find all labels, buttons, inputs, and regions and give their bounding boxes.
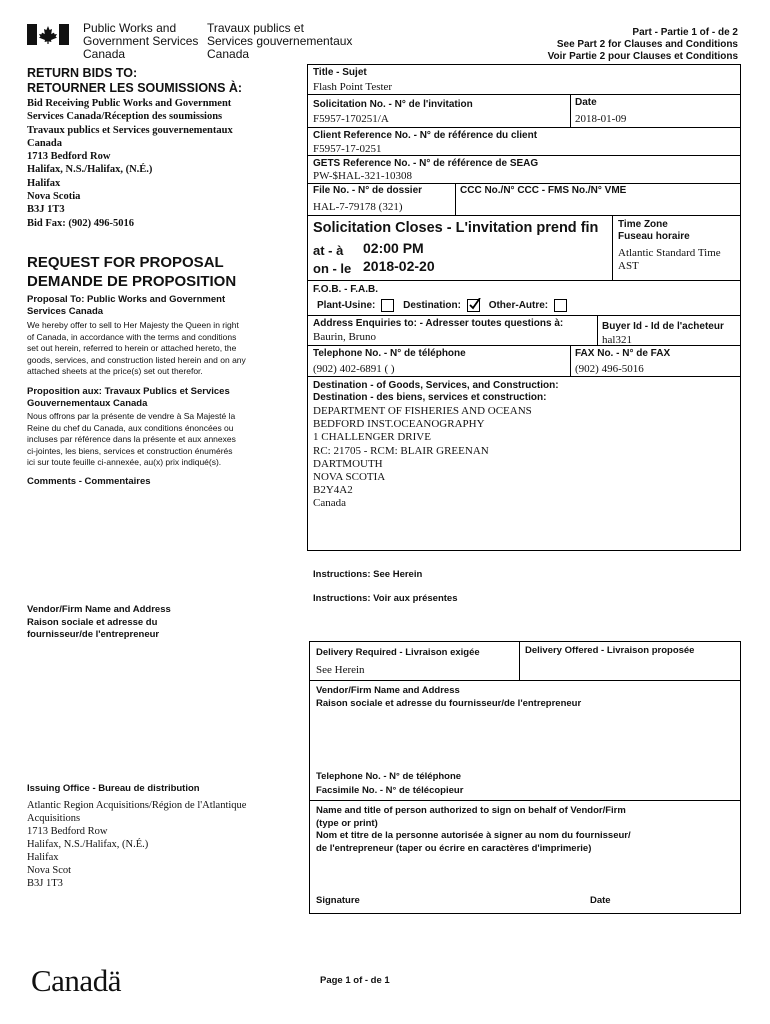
address-line: BEDFORD INST.OCEANOGRAPHY: [313, 418, 485, 431]
destination-goods-label-en: Destination - of Goods, Services, and Construction:: [313, 380, 559, 391]
title-label: Title - Sujet: [313, 67, 367, 78]
on-label: on - le: [313, 261, 352, 276]
department-name-en: [83, 22, 198, 61]
delivery-offered-label: Delivery Offered - Livraison proposée: [525, 645, 695, 656]
client-reference-label: Client Reference No. - N° de référence du client: [313, 130, 538, 141]
address-line: Services Canada/Réception des soumissions: [27, 111, 223, 123]
address-line: Atlantic Region Acquisitions/Région de l'Atlantique: [27, 800, 247, 811]
address-line: Travaux publics et Services gouvernementaux: [27, 124, 233, 136]
return-bids-title-en: RETURN BIDS TO:: [27, 66, 138, 80]
department-line: Canada: [83, 47, 126, 61]
time-zone-label-en: Time Zone: [618, 219, 668, 230]
fax-value: (902) 496-5016: [575, 363, 644, 375]
comments-label: Comments - Commentaires: [27, 476, 151, 487]
offer-line: set out herein, referred to herein or attached hereto, the: [27, 343, 237, 353]
address-enquiries-label: Address Enquiries to: - Adresser toutes questions à:: [313, 318, 564, 329]
closing-time-value: 02:00 PM: [363, 240, 424, 256]
department-line: Services gouvernementaux: [207, 34, 353, 48]
destination-goods-address: [313, 405, 532, 511]
instructions-en: Instructions: See Herein: [313, 569, 423, 580]
rfp-title-fr: DEMANDE DE PROPOSITION: [27, 273, 237, 290]
gets-reference-label: GETS Reference No. - N° de référence de SEAG: [313, 158, 539, 169]
time-zone-value: [618, 247, 721, 273]
instructions-fr: Instructions: Voir aux présentes: [313, 593, 458, 604]
plant-checkbox[interactable]: [381, 299, 394, 312]
proposal-to-line: Gouvernementaux Canada: [27, 397, 148, 409]
plant-label: Plant-Usine:: [317, 300, 376, 312]
auth-label-line: Name and title of person authorized to sign on behalf of Vendor/Firm: [316, 805, 626, 816]
other-checkbox[interactable]: [554, 299, 567, 312]
destination-label: Destination:: [403, 300, 461, 312]
destination-checkbox[interactable]: [467, 299, 480, 312]
authorized-name-field[interactable]: [316, 860, 736, 890]
vendor-name-label: Vendor/Firm Name and Address: [316, 685, 460, 696]
issuing-office-label: Issuing Office - Bureau de distribution: [27, 783, 200, 794]
return-bids-address: [27, 97, 233, 230]
address-enquiries-value: Baurin, Bruno: [313, 331, 376, 343]
offer-line: incluses par référence dans la présente et aux annexes: [27, 434, 236, 444]
rfp-title-en: REQUEST FOR PROPOSAL: [27, 254, 224, 271]
address-line: Bid Fax: (902) 496-5016: [27, 217, 135, 229]
address-line: B3J 1T3: [27, 204, 65, 216]
auth-label-line: (type or print): [316, 817, 378, 829]
auth-label-line: de l'entrepreneur (taper ou écrire en caractères d'imprimerie): [316, 842, 592, 854]
time-zone-label-fr: Fuseau horaire: [618, 231, 690, 242]
proposal-to-en: [27, 294, 225, 317]
telephone-value: (902) 402-6891 ( ): [313, 363, 395, 375]
telephone-label: Telephone No. - N° de téléphone: [313, 348, 466, 359]
address-line: Nova Scot: [27, 865, 72, 876]
offer-text-fr: [27, 411, 236, 469]
date-label: Date: [575, 97, 597, 108]
address-line: Halifax: [27, 177, 61, 189]
ccc-no-label: CCC No./N° CCC - FMS No./N° VME: [460, 185, 627, 196]
proposal-to-fr: [27, 386, 230, 409]
part-line: Voir Partie 2 pour Clauses et Conditions: [547, 51, 738, 62]
vendor-name-label-left: [27, 604, 171, 642]
address-line: DARTMOUTH: [313, 457, 383, 470]
proposal-to-line: Proposal To: Public Works and Government: [27, 294, 226, 305]
solicitation-closes-label: Solicitation Closes - L'invitation prend fin: [313, 220, 599, 236]
delivery-required-label: Delivery Required - Livraison exigée: [316, 647, 480, 658]
part-indicator: [548, 27, 738, 63]
vendor-label-line: fournisseur/de l'entrepreneur: [27, 629, 160, 640]
offer-line: We hereby offer to sell to Her Majesty the Queen in right: [27, 320, 239, 330]
department-name-fr: [207, 22, 352, 61]
vendor-name-label-fr: Raison sociale et adresse du fournisseur/de l'entrepreneur: [316, 698, 582, 709]
page-number: Page 1 of - de 1: [320, 975, 390, 986]
signature-date-label: Date: [590, 895, 611, 906]
offer-line: goods, services, and construction listed herein and on any: [27, 354, 246, 365]
fob-options: [317, 299, 573, 312]
address-line: 1 CHALLENGER DRIVE: [313, 431, 431, 444]
file-no-label: File No. - N° de dossier: [313, 185, 423, 196]
part-line: See Part 2 for Clauses and Conditions: [556, 39, 738, 50]
gets-reference-value: PW-$HAL-321-10308: [313, 170, 412, 182]
offer-line: attached sheets at the price(s) set out therefor.: [27, 366, 203, 376]
proposal-to-line: Services Canada: [27, 305, 104, 317]
canada-wordmark: Canadä: [31, 963, 121, 998]
vendor-label-line: Vendor/Firm Name and Address: [27, 604, 171, 615]
issuing-office-address: [27, 799, 246, 890]
address-line: Halifax, N.S./Halifax, (N.É.): [27, 164, 153, 176]
address-line: DEPARTMENT OF FISHERIES AND OCEANS: [313, 405, 532, 417]
auth-label-line: Nom et titre de la personne autorisée à signer au nom du fournisseur/: [316, 830, 631, 841]
title-value: Flash Point Tester: [313, 81, 393, 93]
offer-line: of Canada, in accordance with the terms and conditions: [27, 331, 237, 342]
buyer-id-label: Buyer Id - Id de l'acheteur: [602, 321, 724, 332]
canada-flag-icon: [27, 24, 69, 45]
buyer-id-value: hal321: [602, 334, 632, 345]
address-line: Canada: [313, 497, 346, 510]
vendor-telephone-label: Telephone No. - N° de téléphone: [316, 771, 462, 782]
address-line: RC: 21705 - RCM: BLAIR GREENAN: [313, 444, 489, 457]
address-line: B2Y4A2: [313, 484, 353, 497]
destination-goods-label-fr: Destination - des biens, services et construction:: [313, 392, 547, 403]
department-line: Travaux publics et: [207, 21, 304, 35]
offer-line: Nous offrons par la présente de vendre à Sa Majesté la: [27, 411, 236, 421]
address-line: Canada: [27, 137, 63, 149]
time-zone-line: Atlantic Standard Time: [618, 247, 721, 259]
solicitation-no-label: Solicitation No. - N° de l'invitation: [313, 99, 473, 110]
delivery-required-value: See Herein: [316, 664, 365, 676]
proposal-to-line: Proposition aux: Travaux Publics et Services: [27, 386, 230, 397]
department-line: Government Services: [83, 34, 199, 48]
part-line: Part - Partie 1 of - de 2: [632, 27, 738, 38]
solicitation-no-value: F5957-170251/A: [313, 113, 389, 125]
offer-line: ici sur toute feuille ci-annexée, au(x) prix indiqué(s).: [27, 457, 222, 467]
address-line: Nova Scotia: [27, 191, 81, 203]
fob-label: F.O.B. - F.A.B.: [313, 284, 378, 295]
time-zone-line: AST: [618, 260, 639, 272]
date-value: 2018-01-09: [575, 113, 627, 125]
other-label: Other-Autre:: [488, 300, 549, 312]
client-reference-value: F5957-17-0251: [313, 143, 382, 155]
address-line: Bid Receiving Public Works and Government: [27, 98, 232, 109]
fax-label: FAX No. - N° de FAX: [575, 348, 671, 359]
signature-label: Signature: [316, 895, 360, 906]
address-line: B3J 1T3: [27, 878, 63, 889]
vendor-fax-label: Facsimile No. - N° de télécopieur: [316, 785, 464, 796]
file-no-value: HAL-7-79178 (321): [313, 201, 403, 213]
authorized-name-label: [316, 805, 631, 855]
address-line: 1713 Bedford Row: [27, 151, 111, 163]
return-bids-title-fr: RETOURNER LES SOUMISSIONS À:: [27, 81, 243, 95]
offer-line: ci-jointes, les biens, services et construction énumérés: [27, 445, 233, 456]
department-line: Public Works and: [83, 21, 177, 35]
address-line: 1713 Bedford Row: [27, 826, 108, 837]
closing-date-value: 2018-02-20: [363, 258, 435, 274]
vendor-label-line: Raison sociale et adresse du: [27, 616, 158, 628]
vendor-name-field[interactable]: [316, 714, 736, 768]
address-line: Halifax, N.S./Halifax, (N.É.): [27, 839, 149, 850]
at-label: at - à: [313, 243, 344, 258]
address-line: Acquisitions: [27, 813, 81, 824]
address-line: NOVA SCOTIA: [313, 471, 386, 484]
offer-text-en: [27, 320, 246, 378]
department-line: Canada: [207, 47, 250, 61]
offer-line: Reine du chef du Canada, aux conditions énoncées ou: [27, 422, 234, 433]
address-line: Halifax: [27, 852, 59, 863]
